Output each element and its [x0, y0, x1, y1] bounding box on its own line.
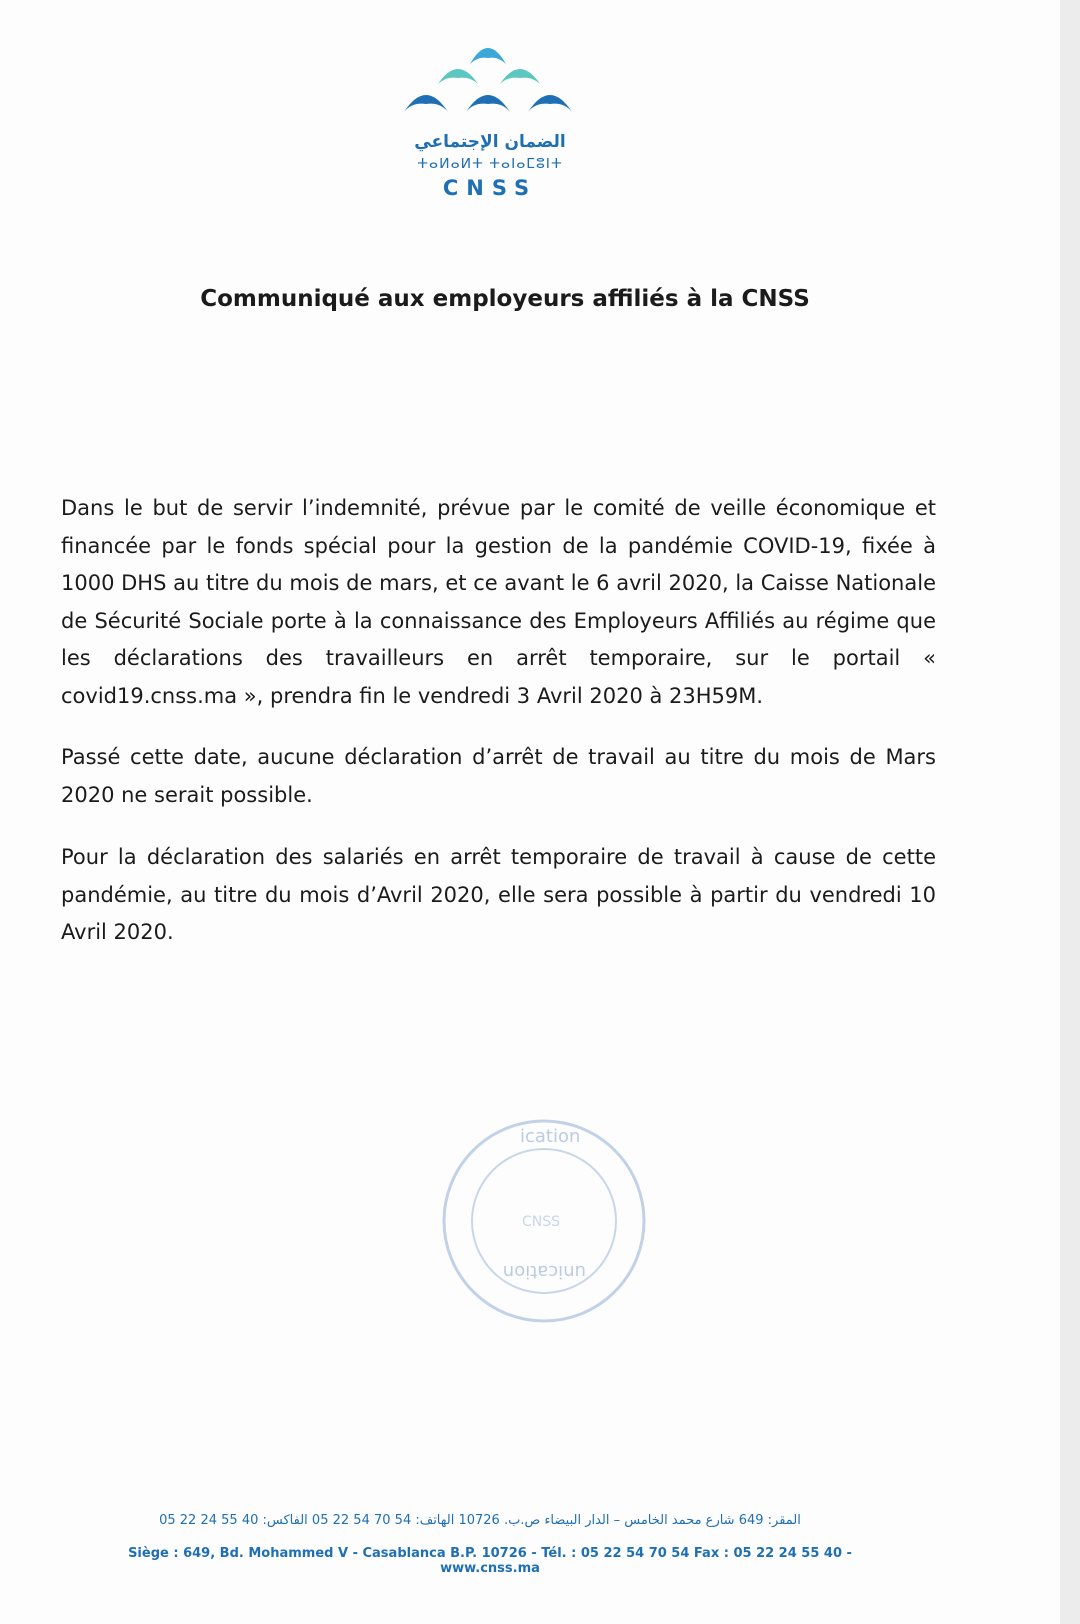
document-title: Communiqué aux employeurs affiliés à la CNSS — [200, 286, 810, 312]
cnss-logo — [400, 34, 580, 204]
stamp-top-text: ication — [520, 1126, 581, 1147]
paragraph-1: Dans le but de servir l’indemnité, prévue par le comité de veille économique et financée par le fonds spécial pour la gestion de la pandémie COVID-19, fixée à 1000 DHS au titre du mois de mars, et ce avant le 6 avril 2020, la Caisse Nationale de Sécurité Sociale porte à la connaissance des Employeurs Affiliés au régime que les déclarations des travailleurs en arrêt temporaire, sur le portail « covid19.cnss.ma », prendra fin le vendredi 3 Avril 2020 à 23H59M. — [61, 496, 936, 708]
cnss-umbrella-icon — [400, 34, 580, 134]
logo-tifinagh-text: ⵜⴰⵍⴰⵍⵜ ⵜⴰⵏⴰⵎⵓⵏⵜ — [417, 156, 563, 172]
official-stamp — [430, 1106, 658, 1336]
logo-arabic-text: الضمان الإجتماعي — [414, 132, 566, 152]
paragraph-3: Pour la déclaration des salariés en arrêt temporaire de travail à cause de cette pandémie, au titre du mois d’Avril 2020, elle sera possible à partir du vendredi 10 Avril 2020. — [61, 845, 936, 944]
page-edge-margin — [1060, 0, 1080, 1624]
footer-address-arabic: المقر: 649 شارع محمد الخامس – الدار البيضاء ص.ب. 10726 الهاتف: 54 70 54 22 05 الفاكس: 40 55 24 22 05 — [159, 1513, 801, 1528]
paragraph-2: Passé cette date, aucune déclaration d’arrêt de travail au titre du mois de Mars 2020 ne serait possible. — [61, 745, 936, 807]
logo-acronym: CNSS — [442, 176, 538, 200]
footer-address-french: Siège : 649, Bd. Mohammed V - Casablanca B.P. 10726 - Tél. : 05 22 54 70 54 Fax : 05 22 24 55 40 - www.cnss.ma — [128, 1546, 852, 1576]
stamp-center-text: CNSS — [522, 1214, 561, 1230]
stamp-bottom-text: unication — [502, 1261, 586, 1282]
